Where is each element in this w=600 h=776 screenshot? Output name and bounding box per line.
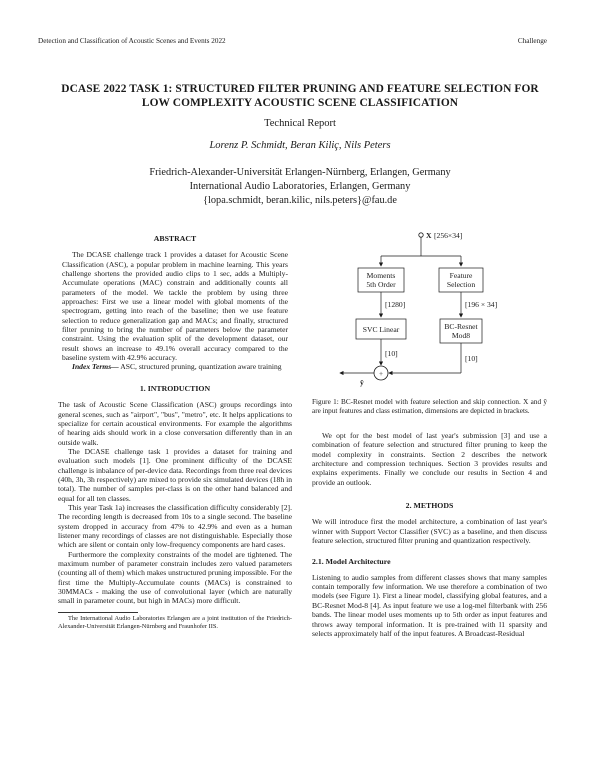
abstract-heading: ABSTRACT [153,234,197,243]
svc-linear-label: SVC Linear [362,325,400,334]
index-terms [62,362,288,371]
index-terms-text: ASC, structured pruning, quantization aware training [120,362,282,372]
model-architecture-diagram [336,228,501,388]
figure-caption: Figure 1: BC-Resnet model with feature selection and skip connection. X and ŷ are input features and class estimation, dimensions are depicted in brackets. [312,398,547,415]
running-header-right: Challenge [517,37,547,45]
right-paragraph-1: We opt for the best model of last year's submission [3] and use a combination of feature selection and structured filter pruning to keep the model complexity in constraints. Section 2 describes the network architecture and compression techniques. Section 3 provides results and explains experiments. Finally we conclude our results in Section 4 and provide an outlook. [312,431,547,487]
input-label: X [426,231,432,240]
affiliation-emails: {lopa.schmidt, beran.kilic, nils.peters}@fau.de [203,195,397,206]
affiliation-line-1: Friedrich-Alexander-Universität Erlangen-Nürnberg, Erlangen, Germany [149,167,451,178]
running-header-left: Detection and Classification of Acoustic Scenes and Events 2022 [38,37,226,45]
methods-intro: We will introduce first the model architecture, a combination of last year's winner with Support Vector Classifier (SVC) as a baseline, and then discuss feature selection, structured filter pruning and quantization respectively. [312,517,547,546]
output-label: ŷ [360,378,364,387]
paper-title-line-2: LOW COMPLEXITY ACOUSTIC SCENE CLASSIFICATION [141,97,459,109]
dim-196x34: [196 × 34] [465,300,498,309]
dim-1280: [1280] [385,300,406,309]
feature-selection-label-2: Selection [446,280,476,289]
sum-symbol: + [378,369,384,378]
abstract-body: The DCASE challenge track 1 provides a dataset for Acoustic Scene Classification (ASC), a popular problem in machine learning. This years challenge shortens the provided audio clips to 1 sec, adds a Multiply-Accumulate operations (MAC) constrain and additionally counts all parameters of the model. We tackle the problem by using three approaches: First we use a linear model with global moments of the spectrogram, getting into reach of the baseline; then we use feature selection to reduce generalization gap and MACs; and finally, structured filter pruning to bring the number of parameters below the parameter constraint. Using the evaluation split of the development dataset, our result shows an increase to 49.1% overall accuracy compared to the baseline system with 42.9% accuracy. [62,250,288,363]
model-architecture-paragraph: Listening to audio samples from different classes shows that many samples contain temporally few information. We use therefore a combination of two models (see Figure 1). First a linear model, classifying global features, and a BC-Resnet Mod-8 [4]. As input feature we use a log-mel filterbank with 256 bands. The linear model uses moments up to 5th order as input features and throws away temporal information. It is pre-trained with l1 sparsity and selects approximately half of the input features. A Broadcast-Residual [312,572,547,638]
paper-title [38,82,562,110]
author-list: Lorenz P. Schmidt, Beran Kiliç, Nils Peters [209,140,391,151]
paper-title-line-1: DCASE 2022 TASK 1: STRUCTURED FILTER PRUNING AND FEATURE SELECTION FOR [61,83,539,95]
input-node [419,233,423,237]
right-column [312,431,547,638]
intro-paragraph-1: The task of Acoustic Scene Classification (ASC) groups recordings into general scenes, such as "airport", "bus", "metro", etc. It helps applications to specialize for certain acoustical environments. For example the algorithms of hearing aids should work in a close conversation differently than in an outside walk. [58,400,292,447]
intro-paragraph-4: Furthermore the complexity constraints of the model are tightened. The maximum number of parameter constrain includes zero valued parameters (counting all of them) which makes unstructured pruning impossible. For the first time the Multiply-Accumulate counts (MACs) is constrained to 30MMACs - making the use of convolutional layer (which are naturally small in parameter count, but high in MACs) more difficult. [58,549,292,606]
moments-label-2: 5th Order [366,280,396,289]
left-column [58,234,292,631]
model-architecture-heading: 2.1. Model Architecture [312,557,391,567]
affiliation-block [0,166,600,208]
report-type: Technical Report [264,118,336,129]
intro-paragraph-2: The DCASE challenge task 1 provides a dataset for training and evaluation such models [1]. One prominent difficulty of the DCASE challenge is inbalance of per-device data. Recordings from three real devices (40h, 3h, 3h respectively) are mixed to provide six simulated devices (18h in total). The number of samples per-class is on the other hand balanced and equal for all ten classes. [58,446,292,503]
introduction-heading: 1. INTRODUCTION [139,383,211,393]
moments-label-1: Moments [366,271,396,280]
feature-selection-label-1: Feature [449,271,473,280]
bcresnet-label-2: Mod8 [451,331,471,340]
footnote-rule [58,612,138,613]
bcresnet-label-1: BC-Resnet [444,322,478,331]
methods-heading: 2. METHODS [405,501,454,511]
input-dims: [256×34] [434,231,463,240]
intro-paragraph-3: This year Task 1a) increases the classification difficulty considerably [2]. The recording length is decreased from 10s to a single second. The baseline system dropped in accuracy from 47% to 42.9% and even as a human listener many recordings of classes are not distinguishable. Especially those which are silent or contain only low-frequency components are hard cases. [58,502,292,550]
index-terms-label: Index Terms— [72,362,119,372]
footnote: The International Audio Laboratories Erlangen are a joint institution of the Friedrich-Alexander-Universität Erlangen-Nürnberg and Fraunhofer IIS. [58,614,292,630]
abstract-section [58,250,292,371]
affiliation-line-2: International Audio Laboratories, Erlangen, Germany [189,181,411,192]
dim-10-left: [10] [385,349,398,358]
dim-10-right: [10] [465,354,478,363]
